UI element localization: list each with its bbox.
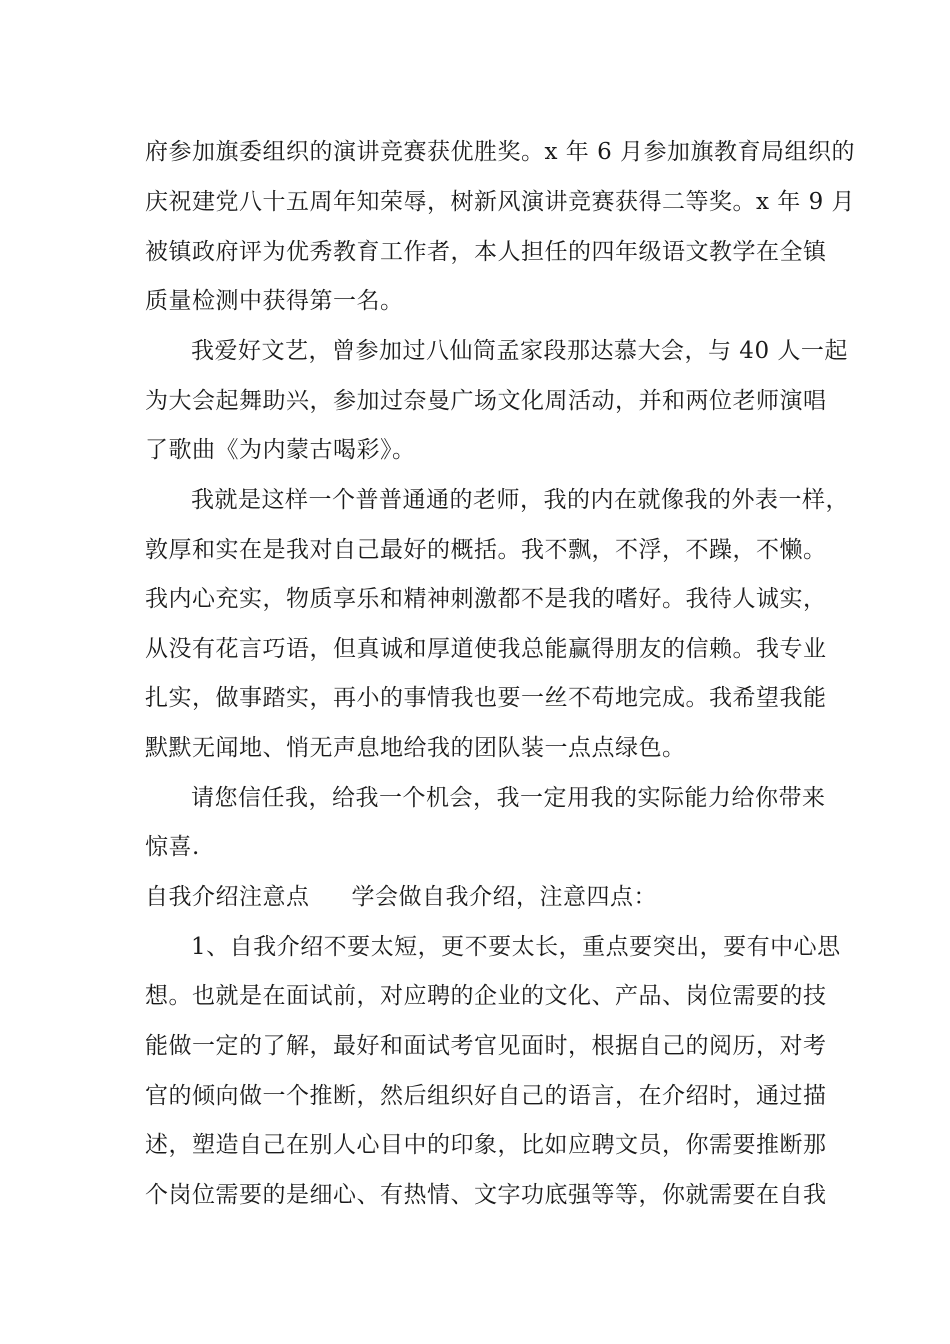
text-line: 惊喜. [145,834,200,860]
section-heading-line [145,877,845,917]
section-heading: 自我介绍注意点 [145,884,310,910]
text-line: 官的倾向做一个推断，然后组织好自己的语言，在介绍时，通过描 [145,1083,827,1109]
text-line: 个岗位需要的是细心、有热情、文字功底强等等，你就需要在自我 [145,1182,827,1208]
text-line: 想。也就是在面试前，对应聘的企业的文化、产品、岗位需要的技 [145,983,827,1009]
paragraph-first-line: 我就是这样一个普普通通的老师，我的内在就像我的外表一样， [191,487,849,513]
text-line: 府参加旗委组织的演讲竞赛获优胜奖。x 年 6 月参加旗教育局组织的 [145,139,856,165]
text-line: 庆祝建党八十五周年知荣辱，树新风演讲竞赛获得二等奖。x 年 9 月 [145,189,856,215]
text-line: 质量检测中获得第一名。 [145,288,404,314]
section-subheading: 学会做自我介绍，注意四点： [351,884,657,910]
text-line: 敦厚和实在是我对自己最好的概括。我不飘，不浮，不躁，不懒。 [145,537,827,563]
text-line: 从没有花言巧语，但真诚和厚道使我总能赢得朋友的信赖。我专业 [145,636,827,662]
text-line: 扎实，做事踏实，再小的事情我也要一丝不苟地完成。我希望我能 [145,685,827,711]
text-line: 能做一定的了解，最好和面试考官见面时，根据自己的阅历，对考 [145,1033,827,1059]
text-line: 了歌曲《为内蒙古喝彩》。 [145,437,416,463]
text-line: 默默无闻地、悄无声息地给我的团队装一点点绿色。 [145,735,686,761]
text-line: 为大会起舞助兴，参加过奈曼广场文化周活动，并和两位老师演唱 [145,388,827,414]
paragraph-first-line: 请您信任我，给我一个机会，我一定用我的实际能力给你带来 [191,785,826,811]
text-line: 被镇政府评为优秀教育工作者，本人担任的四年级语文教学在全镇 [145,239,827,265]
paragraph-first-line: 我爱好文艺，曾参加过八仙筒孟家段那达慕大会，与 40 人一起 [191,338,848,364]
text-line: 述，塑造自己在别人心目中的印象，比如应聘文员，你需要推断那 [145,1132,827,1158]
paragraph-first-line: 1、自我介绍不要太短，更不要太长，重点要突出，要有中心思 [191,934,841,960]
text-line: 我内心充实，物质享乐和精神刺激都不是我的嗜好。我待人诚实， [145,586,827,612]
